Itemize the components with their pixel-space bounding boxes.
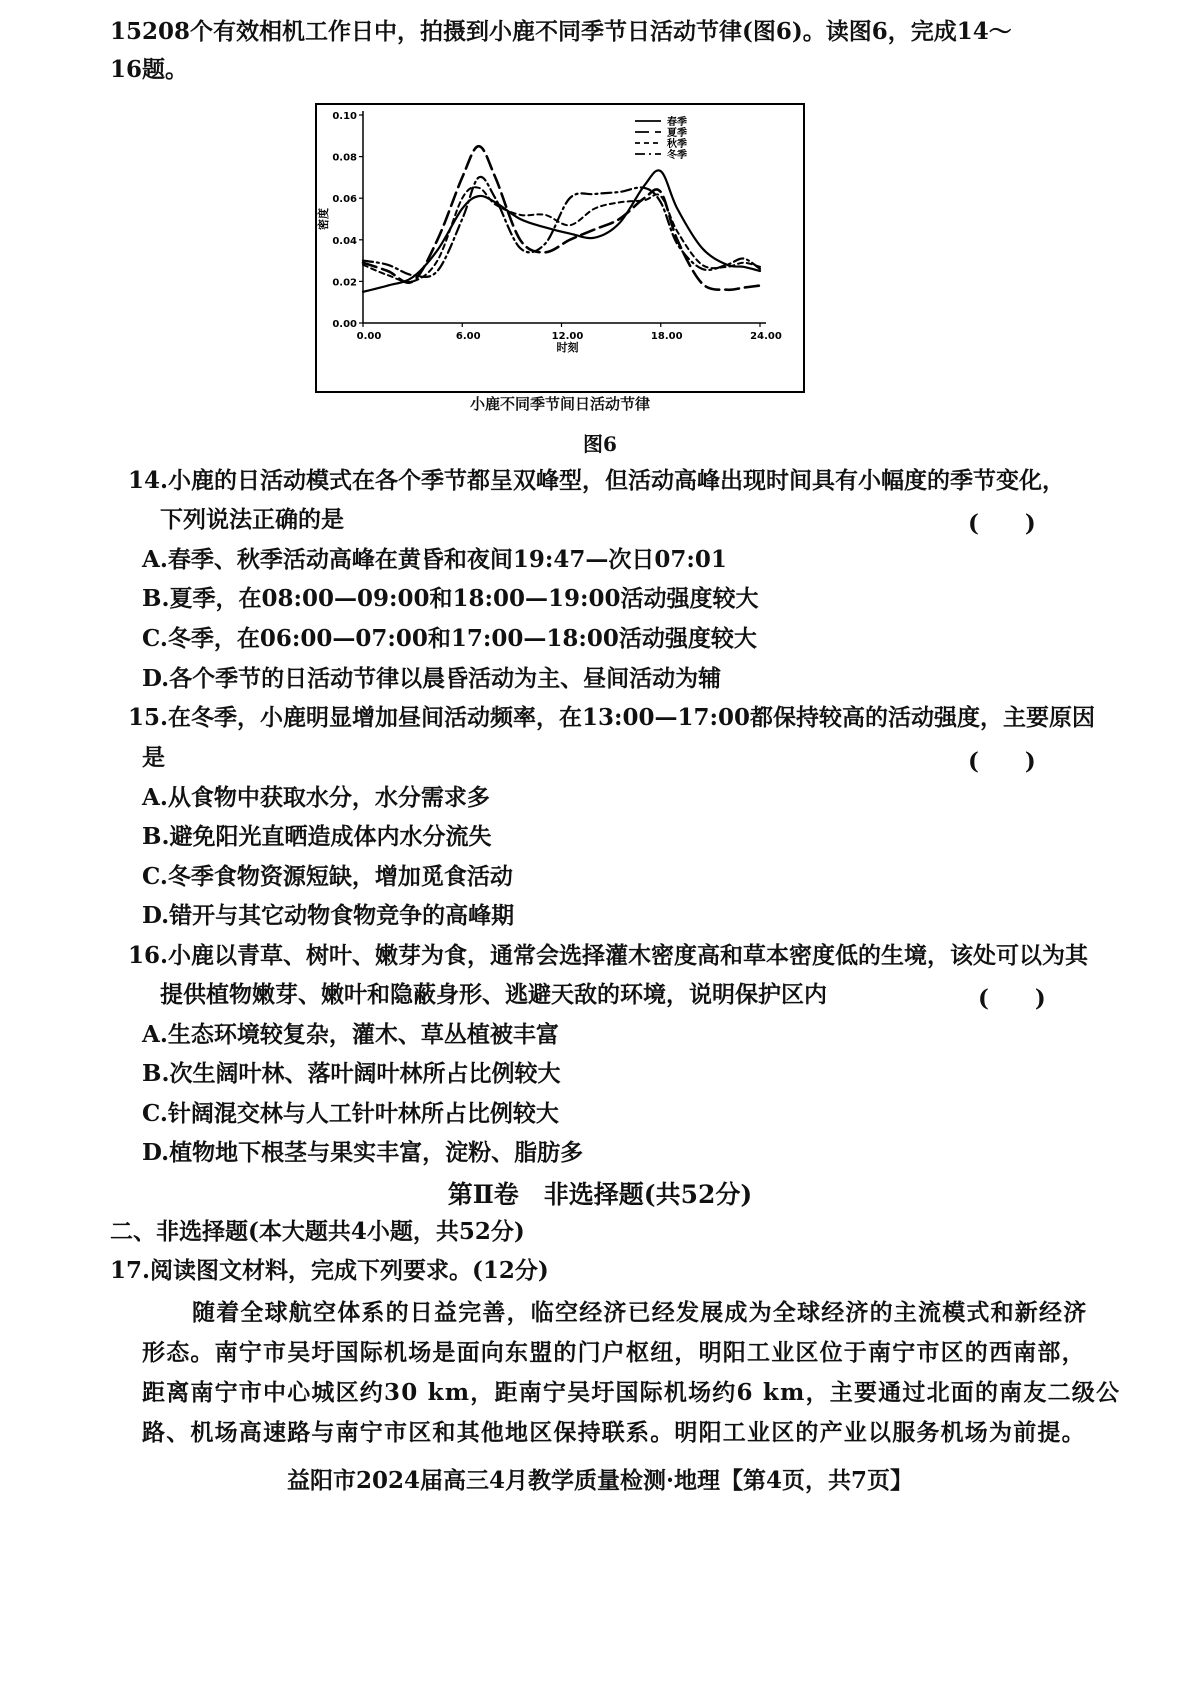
- y-tick-label: 0.08: [332, 152, 357, 164]
- figure-label: 图6: [583, 432, 617, 456]
- q16-option-d[interactable]: D.植物地下根茎与果实丰富，淀粉、脂肪多: [142, 1139, 584, 1166]
- x-tick-label: 12.00: [551, 331, 584, 342]
- q17-stem: 17.阅读图文材料，完成下列要求。(12分): [110, 1257, 549, 1284]
- q17-para-line-1: 随着全球航空体系的日益完善，临空经济已经发展成为全球经济的主流模式和新经济: [192, 1299, 1088, 1326]
- q15-stem-1: 15.在冬季，小鹿明显增加昼间活动频率，在13:00—17:00都保持较高的活动强度，主要原因: [128, 704, 1096, 731]
- q15-option-c[interactable]: C.冬季食物资源短缺，增加觅食活动: [142, 863, 513, 890]
- y-axis-label: 密度: [317, 208, 330, 230]
- legend-label-2: 秋季: [667, 139, 687, 150]
- q14-stem-1: 14.小鹿的日活动模式在各个季节都呈双峰型，但活动高峰出现时间具有小幅度的季节变化，: [128, 467, 1066, 494]
- q16-option-a[interactable]: A.生态环境较复杂，灌木、草丛植被丰富: [142, 1021, 559, 1048]
- x-axis-label: 时刻: [556, 341, 579, 354]
- y-tick-label: 0.04: [332, 235, 357, 247]
- q14-option-b[interactable]: B.夏季，在08:00—09:00和18:00—19:00活动强度较大: [142, 585, 759, 612]
- x-tick-label: 24.00: [750, 331, 782, 342]
- q15-option-b[interactable]: B.避免阳光直晒造成体内水分流失: [142, 823, 492, 850]
- intro-line-1: 15208个有效相机工作日中，拍摄到小鹿不同季节日活动节律(图6)。读图6，完成14～: [110, 18, 1012, 45]
- section-title: 第Ⅱ卷 非选择题(共52分): [447, 1180, 753, 1209]
- q15-stem-2: 是: [142, 744, 165, 771]
- q16-stem-2: 提供植物嫩芽、嫩叶和隐蔽身形、逃避天敌的环境，说明保护区内: [160, 981, 827, 1008]
- q14-answer-bracket[interactable]: ( ): [968, 510, 1036, 537]
- section-subtitle: 二、非选择题(本大题共4小题，共52分): [110, 1218, 525, 1245]
- legend-label-3: 冬季: [667, 150, 687, 161]
- x-tick-label: 0.00: [356, 331, 382, 342]
- intro-line-2: 16题。: [110, 56, 189, 83]
- page-footer: 益阳市2024届高三4月教学质量检测·地理【第4页，共7页】: [286, 1467, 914, 1494]
- q16-option-c[interactable]: C.针阔混交林与人工针叶林所占比例较大: [142, 1100, 559, 1127]
- q14-option-c[interactable]: C.冬季，在06:00—07:00和17:00—18:00活动强度较大: [142, 625, 757, 652]
- legend-label-0: 春季: [667, 117, 687, 128]
- q17-para-line-3: 距离南宁市中心城区约30 km，距南宁吴圩国际机场约6 km，主要通过北面的南友二级公: [142, 1379, 1121, 1406]
- x-tick-label: 18.00: [650, 331, 683, 342]
- q16-answer-bracket[interactable]: ( ): [978, 985, 1046, 1012]
- y-tick-label: 0.10: [332, 111, 357, 122]
- q14-option-a[interactable]: A.春季、秋季活动高峰在黄昏和夜间19:47—次日07:01: [142, 546, 727, 573]
- legend-label-1: 夏季: [667, 128, 687, 139]
- q15-option-d[interactable]: D.错开与其它动物食物竞争的高峰期: [142, 902, 515, 929]
- y-tick-label: 0.00: [332, 319, 357, 330]
- q14-option-d[interactable]: D.各个季节的日活动节律以晨昏活动为主、昼间活动为辅: [142, 665, 722, 692]
- q15-answer-bracket[interactable]: ( ): [968, 748, 1036, 775]
- y-tick-label: 0.02: [332, 277, 357, 289]
- x-tick-label: 6.00: [455, 331, 481, 342]
- activity-chart: [315, 103, 805, 393]
- q14-stem-2: 下列说法正确的是: [160, 506, 344, 533]
- y-tick-label: 0.06: [332, 194, 357, 206]
- q16-option-b[interactable]: B.次生阔叶林、落叶阔叶林所占比例较大: [142, 1060, 561, 1087]
- chart-caption: 小鹿不同季节间日活动节律: [469, 395, 650, 413]
- q16-stem-1: 16.小鹿以青草、树叶、嫩芽为食，通常会选择灌木密度高和草本密度低的生境，该处可以为其: [128, 942, 1089, 969]
- q15-option-a[interactable]: A.从食物中获取水分，水分需求多: [142, 784, 490, 811]
- q17-para-line-2: 形态。南宁市吴圩国际机场是面向东盟的门户枢纽，明阳工业区位于南宁市区的西南部，: [142, 1339, 1086, 1366]
- q17-para-line-4: 路、机场高速路与南宁市区和其他地区保持联系。明阳工业区的产业以服务机场为前提。: [142, 1419, 1086, 1446]
